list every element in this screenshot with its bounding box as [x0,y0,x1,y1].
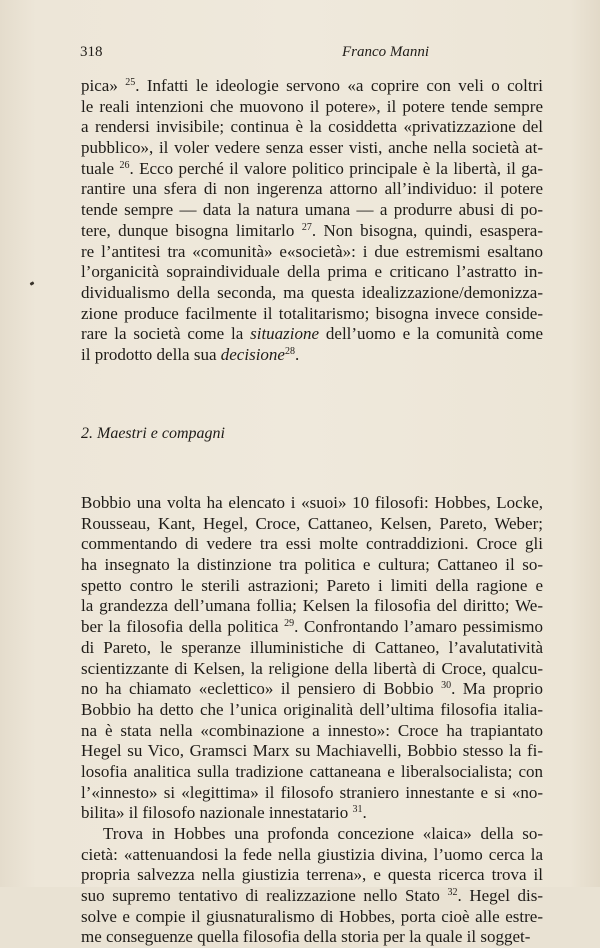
text-span: propria salvezza nella giustizia terrena», e questa ricerca trova il [81,865,543,885]
text-span: l’«innesto» si «legittima» il filosofo straniero innestante e si «no- [81,782,543,802]
text-line [81,700,543,721]
text-line [81,200,543,221]
text-span: di Pareto, le speranze illuministiche di Cattaneo, l’avalutatività [81,637,543,657]
text-span: re l’antitesi tra «comunità» e«società»: i due estremismi esaltano [81,241,543,261]
text-line [81,617,543,638]
text-span: ber la filosofia della politica [81,617,285,637]
text-span: tuale [81,158,120,178]
text-line [81,783,543,804]
text-line [81,221,543,242]
footnote-ref: 29 [284,618,295,630]
text-span: il prodotto della sua [81,344,221,364]
text-line [81,741,543,762]
text-line [81,865,543,886]
text-span: suo supremo tentativo di realizzazione nello Stato [81,886,448,906]
text-line [81,283,543,304]
text-span: . Non bisogna, quindi, esaspera- [311,220,543,240]
footnote-ref: 30 [441,680,452,692]
text-span: . Infatti le ideologie servono «a coprire con veli o coltri [135,76,543,95]
text-span: spetto contro le sterili astrazioni; Pareto i limiti della ragione e [81,575,543,595]
text-span: Hegel su Vico, Gramsci Marx su Machiavelli, Bobbio stesso la fi- [81,741,543,761]
text-line [81,179,543,200]
text-span: commentando di vedere tra essi molte contraddizioni. Croce gli [81,534,543,554]
footnote-ref: 27 [301,221,312,233]
italic-term: decisione [220,344,285,364]
text-line [81,596,543,617]
text-span: Rousseau, Kant, Hegel, Croce, Cattaneo, Kelsen, Pareto, Weber; [81,513,543,533]
text-line [81,638,543,659]
text-line [81,138,543,159]
text-line [81,824,543,845]
text-span: pubblico», il voler vedere senza esser visti, anche nella società at- [81,138,543,158]
paragraph-continued [81,76,543,366]
text-span: tende sempre — data la natura umana — a produrre abusi di po- [81,200,543,220]
text-span: Bobbio ha detto che l’unica originalità dell’ultima filosofia italia- [81,699,543,719]
italic-term: situazione [250,324,320,344]
text-line [81,886,543,907]
text-span: . Ecco perché il valore politico principale è la libertà, il ga- [129,158,543,178]
text-line [81,679,543,700]
text-span: rantire una sfera di non ingerenza attorno all’individuo: il potere [81,179,543,199]
text-line [81,576,543,597]
text-line [81,159,543,180]
text-span: rare la società come la [81,324,251,344]
text-line [81,514,543,535]
text-line [81,845,543,866]
running-head: Franco Manni [342,44,430,60]
text-span: solve e compie il giusnaturalismo di Hobbes, porta cioè alle estre- [81,906,543,926]
footnote-ref: 31 [352,804,363,816]
ink-mark [30,281,35,286]
text-span: scientizzante di Kelsen, la religione della libertà di Croce, qualcu- [81,658,543,678]
text-line [81,659,543,680]
text-span: pica» [81,76,126,95]
text-line [81,117,543,138]
text-line [81,97,543,118]
text-span: le reali intenzioni che muovono il potere», il potere tende sempre [81,96,543,116]
text-span: cietà: «attenuandosi la fede nella giustizia divina, l’uomo cerca la [81,844,543,864]
footnote-ref: 25 [125,77,136,88]
text-line [81,907,543,928]
text-span: me conseguenze quella filosofia della storia per la quale il sogget- [81,927,531,947]
section-heading: 2. Maestri e compagni [81,425,225,442]
text-line [81,345,543,366]
text-span: zione produce facilmente il totalitarismo; bisogna invece conside- [81,303,543,323]
text-span: bilita» il filosofo nazionale innestatario [81,803,353,823]
page-header [80,44,540,66]
text-span: . [362,803,367,823]
text-line [81,721,543,742]
footnote-ref: 28 [284,345,295,357]
text-span: ha insegnato la distinzione tra politica e cultura; Cattaneo il so- [81,555,543,575]
text-span: la grandezza dell’umana follia; Kelsen la filosofia del diritto; We- [81,596,543,616]
text-span: . [294,344,300,364]
text-span: losofia analitica sulla tradizione cattaneana e liberalsocialista; con [81,761,543,781]
text-line [81,262,543,283]
text-span: tere, dunque bisogna limitarlo [81,220,302,240]
text-line [81,927,543,948]
text-line [81,534,543,555]
footnote-ref: 32 [447,887,458,899]
text-line [81,555,543,576]
text-line [81,242,543,263]
page-number: 318 [80,44,103,60]
text-line [81,76,543,97]
text-span: dell’uomo e la comunità come [319,324,543,344]
text-span: no ha chiamato «eclettico» il pensiero di Bobbio [81,679,442,699]
text-span: . Ma proprio [451,679,543,699]
text-line [81,803,543,824]
text-span: . Hegel dis- [457,886,543,906]
text-span: . Confrontando l’amaro pessimismo [294,617,543,637]
text-span: Trova in Hobbes una profonda concezione «laica» della so- [103,824,543,843]
text-span: l’organicità sopraindividuale della prima e criticano l’astratto in- [81,262,543,282]
text-line [81,324,543,345]
text-line [81,493,543,514]
text-span: Bobbio una volta ha elencato i «suoi» 10 filosofi: Hobbes, Locke, [81,493,543,512]
text-line [81,304,543,325]
text-span: na è stata nella «combinazione a innesto»: Croce ha trapiantato [81,720,543,740]
footnote-ref: 26 [119,159,130,171]
section-body [81,493,543,948]
text-line [81,762,543,783]
text-span: dividualismo della seconda, ma questa idealizzazione/demonizza- [81,282,543,302]
text-span: a rendersi invisibile; continua è la cosiddetta «privatizzazione del [81,117,543,137]
